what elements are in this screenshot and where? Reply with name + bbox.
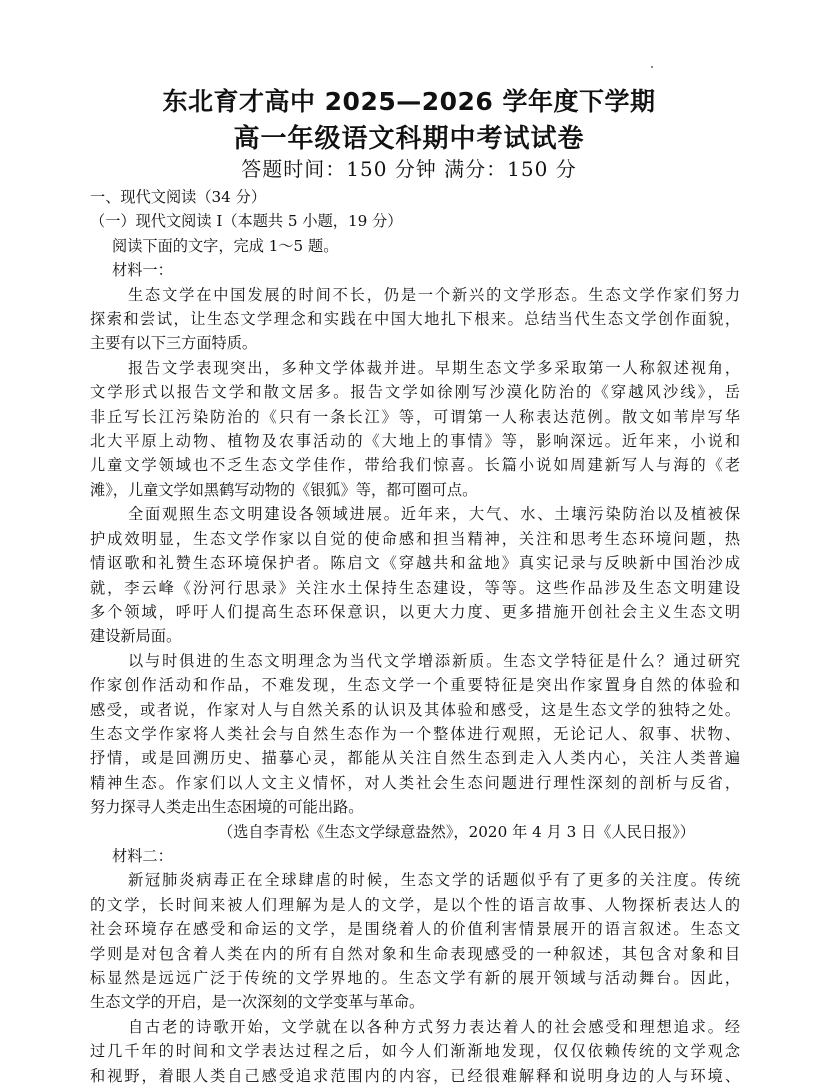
text-line: 报告文学表现突出，多种文学体裁并进。早期生态文学多采取第一人称叙述视角， xyxy=(128,358,740,377)
text-line: 标显然是远远广泛于传统的文学界地的。生态文学有新的展开领域与活动舞台。因此， xyxy=(90,969,740,987)
text-line: 护成效明显，生态文学作家以自觉的使命感和担当精神，关注和思考生态环境问题，热 xyxy=(90,529,740,548)
text-line: 社会环境存在感受和命运的文学，是围绕着人的价值利害情景展开的语言叙述。生态文 xyxy=(90,920,740,939)
exam-school-title: 东北育才高中 2025—2026 学年度下学期 xyxy=(162,87,656,116)
scan-speck xyxy=(651,66,653,68)
material-label: 材料二： xyxy=(112,846,173,865)
text-line: 主要有以下三方面特质。 xyxy=(90,334,258,353)
text-line: 学则是对包含着人类在内的所有自然对象和生命表现感受的一种叙述，其包含对象和目 xyxy=(90,944,740,963)
text-line: 精神生态。作家们以人文主义情怀，对人类社会生态问题进行理性深刻的剖析与反省， xyxy=(90,773,740,792)
text-line: 的文学，长时间来被人们理解为是人的文学，是以个性的语言故事、人物探析表达人的 xyxy=(90,895,740,914)
text-line: 儿童文学领域也不乏生态文学佳作，带给我们惊喜。长篇小说如周建新写人与海的《老 xyxy=(90,456,740,475)
text-line: 非丘写长江污染防治的《只有一条长江》等，可谓第一人称表达范例。散文如苇岸写华 xyxy=(90,407,740,426)
text-line: 以与时俱进的生态文明理念为当代文学增添新质。生态文学特征是什么？通过研究 xyxy=(128,651,740,670)
instruction-text: 阅读下面的文字，完成 1～5 题。 xyxy=(112,236,339,255)
text-line: 文学形式以报告文学和散文居多。报告文学如徐刚写沙漠化防治的《穿越风沙线》，岳 xyxy=(90,383,740,402)
text-line: 生态文学的开启，是一次深刻的文学变革与革命。 xyxy=(90,993,425,1012)
text-line: 抒情，或是回溯历史、描摹心灵，都能从关注自然生态到走入人类内心，关注人类普遍 xyxy=(90,749,740,768)
source-citation: （选自李青松《生态文学绿意盎然》，2020 年 4 月 3 日《人民日报》） xyxy=(218,822,695,841)
text-line: 探索和尝试，让生态文学理念和实践在中国大地扎下根来。总结当代生态文学创作面貌， xyxy=(90,310,740,329)
text-line: 全面观照生态文明建设各领域进展。近年来，大气、水、土壤污染防治以及植被保 xyxy=(128,505,740,524)
text-line: 北大平原上动物、植物及农事活动的《大地上的事情》等，影响深远。近年来，小说和 xyxy=(90,432,740,451)
section-heading: 一、现代文阅读（34 分） xyxy=(90,188,267,206)
text-line: 新冠肺炎病毒正在全球肆虐的时候，生态文学的话题似乎有了更多的关注度。传统 xyxy=(128,871,740,890)
text-line: 建设新局面。 xyxy=(90,627,182,646)
subsection-heading: （一）现代文阅读 I（本题共 5 小题，19 分） xyxy=(90,212,403,231)
text-line: 感受，或者说，作家对人与自然关系的认识及其体验和感受，这是生态文学的独特之处。 xyxy=(90,700,740,719)
text-line: 生态文学在中国发展的时间不长，仍是一个新兴的文学形态。生态文学作家们努力 xyxy=(128,285,740,304)
text-line: 滩》，儿童文学如黑鹤写动物的《银狐》等，都可圈可点。 xyxy=(90,480,478,499)
text-line: 过几千年的时间和文学表达过程之后，如今人们渐渐地发现，仅仅依赖传统的文学观念 xyxy=(90,1042,740,1061)
exam-body xyxy=(90,185,740,1088)
text-line: 自古老的诗歌开始，文学就在以各种方式努力表达着人的社会感受和理想追求。经 xyxy=(128,1017,740,1036)
text-line: 多个领域，呼吁人们提高生态环保意识，以更大力度、更多措施开创社会主义生态文明 xyxy=(90,602,740,621)
material-label: 材料一： xyxy=(112,261,173,280)
exam-time-score: 答题时间：150 分钟 满分：150 分 xyxy=(241,157,577,181)
exam-subject-title: 高一年级语文科期中考试试卷 xyxy=(233,124,585,154)
text-line: 生态文学作家将人类社会与自然生态作为一个整体进行观照，无论记人、叙事、状物、 xyxy=(90,724,740,743)
text-line: 情讴歌和礼赞生态环境保护者。陈启文《穿越共和盆地》真实记录与反映新中国治沙成 xyxy=(90,554,740,573)
text-line: 作家创作活动和作品，不难发现，生态文学一个重要特征是突出作家置身自然的体验和 xyxy=(90,676,740,695)
text-line: 和视野，着眼人类自己感受追求范围内的内容，已经很难解释和说明身边的人与环境、 xyxy=(90,1066,740,1085)
text-line: 努力探寻人类走出生态困境的可能出路。 xyxy=(90,798,364,817)
text-line: 就，李云峰《汾河行思录》关注水土保持生态建设，等等。这些作品涉及生态文明建设 xyxy=(90,578,740,597)
